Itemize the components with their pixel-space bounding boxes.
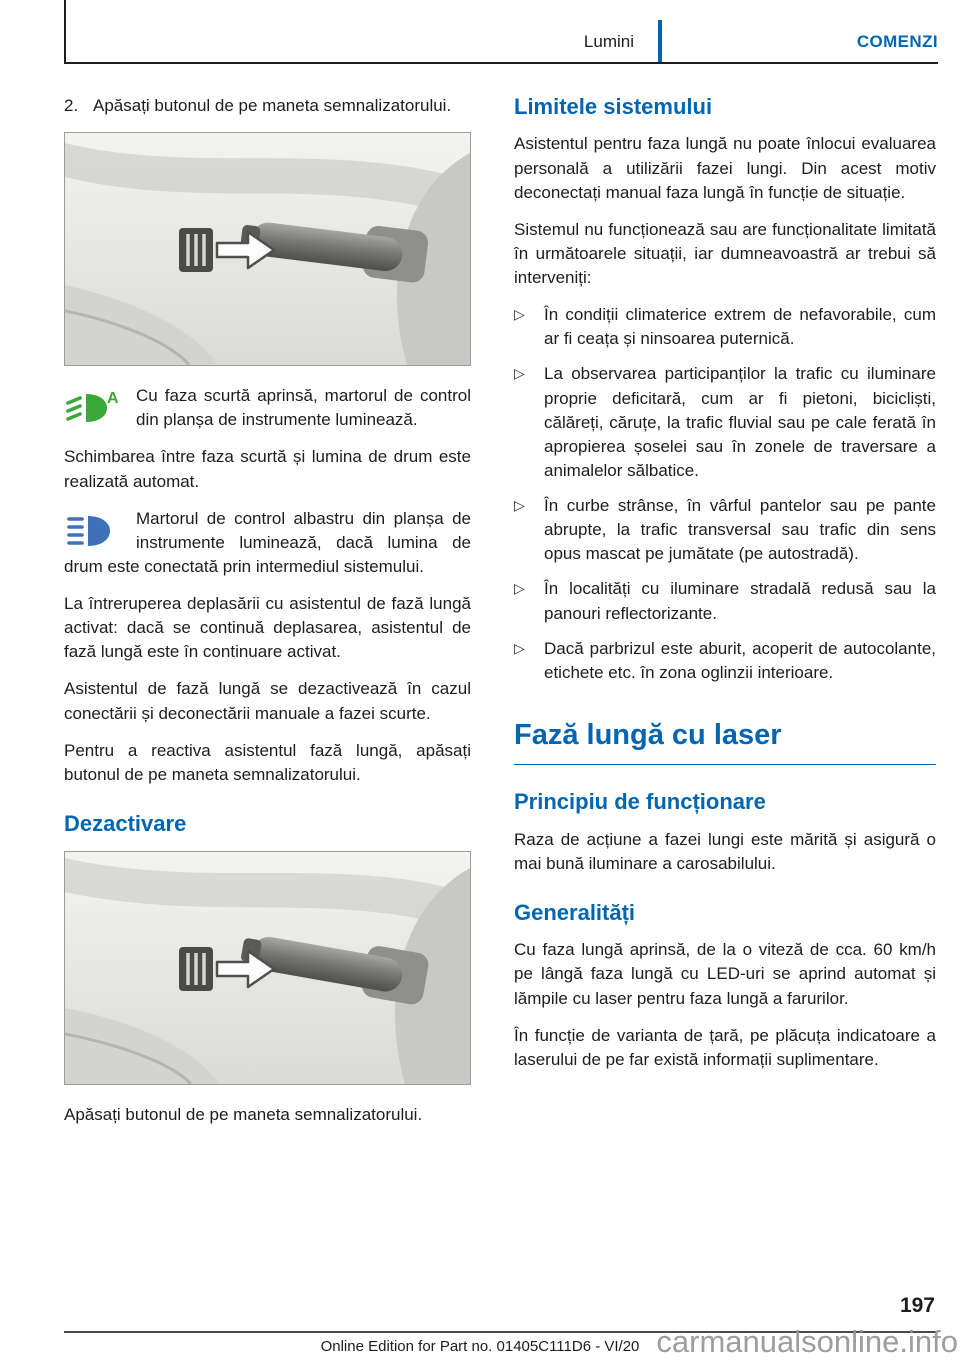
triangle-bullet-icon: ▷ bbox=[514, 306, 525, 323]
svg-text:A: A bbox=[107, 390, 119, 408]
triangle-bullet-icon: ▷ bbox=[514, 639, 525, 656]
paragraph: Cu faza lungă aprinsă, de la o viteză de cca. 60 km/h pe lângă faza lungă cu LED-uri se aprind automat și lămpile cu laser pentru faza lungă a farurilor. bbox=[514, 940, 936, 1008]
triangle-bullet-icon: ▷ bbox=[514, 580, 525, 597]
list-item-text: Dacă parbrizul este aburit, acoperit de autocolante, etichete etc. în zona oglinzii interioare. bbox=[544, 638, 936, 682]
list-item bbox=[514, 494, 936, 566]
page-number: 197 bbox=[899, 1294, 935, 1317]
left-column bbox=[64, 94, 471, 1140]
paragraph-text: Cu faza scurtă aprinsă, martorul de control din planșa de instrumente luminează. bbox=[136, 386, 471, 430]
list-item-text: În curbe strânse, în vârful pantelor sau pe pante abrupte, la trafic transversal sau trafic din sens opus mascat pe jumătate (pe autostradă). bbox=[544, 496, 936, 564]
triangle-bullet-icon: ▷ bbox=[514, 365, 525, 382]
heading-principiu-de-functionare: Principiu de funcționare bbox=[514, 789, 766, 815]
paragraph: La întreruperea deplasării cu asistentul de fază lungă activat: dacă se continuă deplasarea, asistentul de fază lungă este în continuare activat. bbox=[64, 594, 471, 662]
watermark-text: carmanualsonline.info bbox=[656, 1324, 958, 1359]
header-chapter-label: COMENZI bbox=[856, 32, 938, 51]
list-item-text: În condiții climaterice extrem de nefavorabile, cum ar fi ceața și ninsoarea puternică. bbox=[544, 305, 936, 349]
heading-generalitati: Generalități bbox=[514, 899, 636, 925]
page-header bbox=[64, 0, 938, 64]
heading-limitele-sistemului: Limitele sistemului bbox=[514, 94, 713, 119]
paragraph: În funcție de varianta de țară, pe plăcuța indicatoare a laserului de pe far există informații suplimentare. bbox=[514, 1025, 936, 1069]
heading-faza-lunga-cu-laser: Fază lungă cu laser bbox=[514, 719, 936, 765]
numbered-step bbox=[64, 94, 471, 118]
paragraph-text: Martorul de control albastru din planșa de instrumente luminează, dacă lumina de drum este conectată prin intermediul sistemului. bbox=[64, 508, 471, 576]
limits-bullet-list bbox=[514, 303, 936, 685]
paragraph: Apăsați butonul de pe maneta semnalizatorului. bbox=[64, 1105, 423, 1125]
right-column bbox=[514, 94, 936, 1085]
list-item bbox=[514, 362, 936, 483]
step-number: 2. bbox=[64, 96, 79, 115]
paragraph: Raza de acțiune a fazei lungi este mărită și asigură o mai bună iluminare a carosabilului. bbox=[514, 829, 936, 873]
indicator-paragraph-high-beam bbox=[64, 507, 471, 579]
auto-low-beam-indicator-icon bbox=[64, 387, 120, 429]
list-item bbox=[514, 303, 936, 351]
turn-signal-stalk-illustration-deactivate bbox=[64, 851, 471, 1085]
edition-note: Online Edition for Part no. 01405C111D6 - VI/20 bbox=[320, 1338, 640, 1355]
high-beam-indicator-icon bbox=[64, 510, 120, 552]
list-item bbox=[514, 577, 936, 625]
header-divider-bar bbox=[658, 20, 662, 62]
triangle-bullet-icon: ▷ bbox=[514, 497, 525, 514]
paragraph: Pentru a reactiva asistentul fază lungă, apăsați butonul de pe maneta semnalizatorului. bbox=[64, 740, 471, 784]
paragraph: Asistentul de fază lungă se dezactivează în cazul conectării și deconectării manuale a fazei scurte. bbox=[64, 679, 471, 723]
list-item bbox=[514, 637, 936, 685]
heading-dezactivare: Dezactivare bbox=[64, 810, 187, 836]
stalk-drawing bbox=[65, 852, 470, 1084]
paragraph: Asistentul pentru faza lungă nu poate înlocui evaluarea personală a utilizării fazei lungi. Din acest motiv deconectați manual faza lungă în funcție de situație. bbox=[514, 134, 936, 202]
stalk-drawing bbox=[65, 133, 470, 365]
paragraph: Schimbarea între faza scurtă și lumina de drum este realizată automat. bbox=[64, 447, 471, 491]
list-item-text: La observarea participanților la trafic cu iluminare proprie deficitară, cum ar fi pietoni, bicicliști, călăreți, căruțe, la trafic fluvial sau pe cale ferată în apropierea șoselei sau în zonele de traversare a animalelor sălbatice. bbox=[544, 364, 936, 480]
list-item-text: În localități cu iluminare stradală redusă sau la panouri reflectorizante. bbox=[544, 579, 936, 623]
step-text: Apăsați butonul de pe maneta semnalizatorului. bbox=[93, 96, 452, 115]
turn-signal-stalk-illustration-activate bbox=[64, 132, 471, 366]
indicator-paragraph-auto-low-beam bbox=[64, 384, 471, 432]
paragraph: Sistemul nu funcționează sau are funcționalitate limitată în următoarele situații, iar dumneavoastră ar trebui să interveniți: bbox=[514, 219, 936, 288]
header-section-label: Lumini bbox=[583, 32, 634, 51]
